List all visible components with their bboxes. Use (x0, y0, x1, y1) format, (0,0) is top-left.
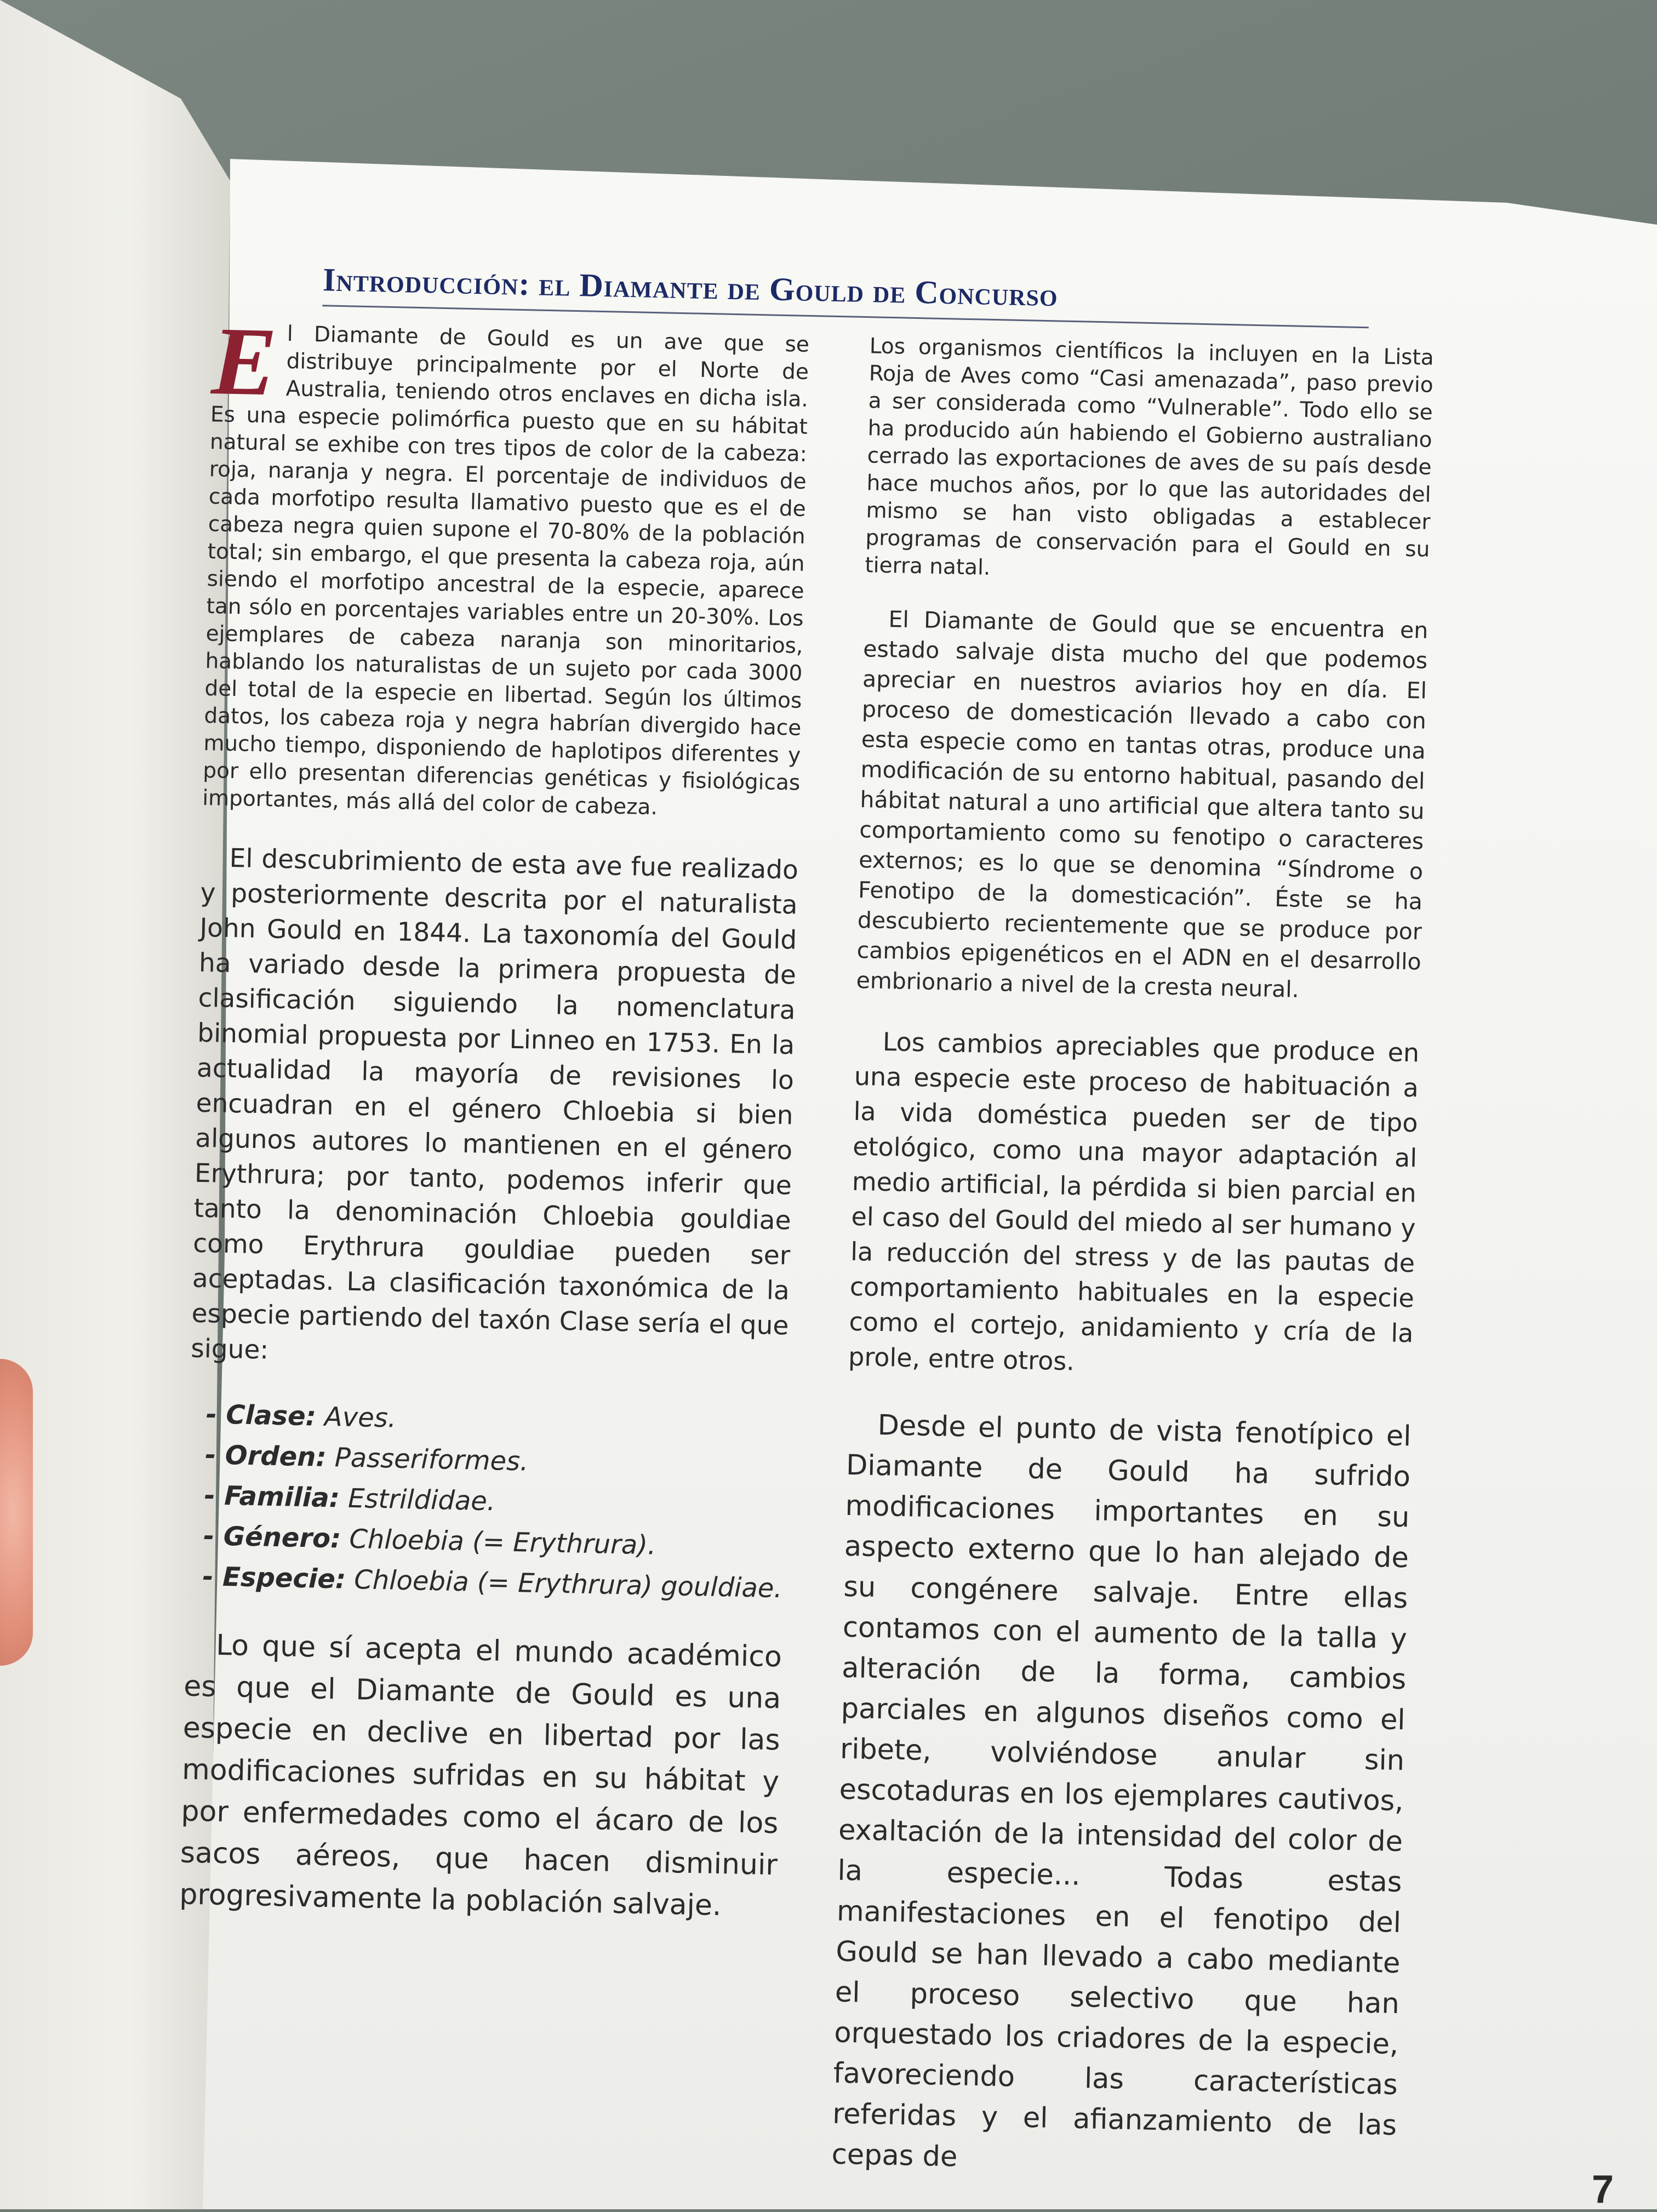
taxonomy-rank: - Especie: (202, 1561, 346, 1596)
paragraph (202, 306, 810, 825)
taxonomy-value: Chloebia (= Erythrura) gouldiae. (345, 1564, 783, 1604)
left-column (179, 306, 810, 1928)
drop-cap: E (210, 306, 278, 416)
paragraph: Los organismos científicos la incluyen en la Lista Roja de Aves como “Casi amenazada”, paso previo a ser considerada como “Vulnerable”. Todo ello se ha producido aún habiendo el Gobierno australiano cerrado las exportaciones de aves de su país desde hace muchos años, por lo que las autoridades del mismo se han visto obligadas a establecer programas de conservación para el Gould en su tierra natal. (865, 334, 1435, 580)
taxonomy-value: Chloebia (= Erythrura). (340, 1523, 656, 1561)
paragraph: Lo que sí acepta el mundo académico es que el Diamante de Gould es una especie en declive en libertad por las modificaciones sufridas en su hábitat y por enfermedades como el ácaro de los sacos aéreos, que hacen disminuir progresivamente la población salvaje. (179, 1629, 782, 1923)
article-title: Introducción: el Diamante de Gould de Concurso (322, 261, 1059, 313)
page-content (121, 258, 1435, 2174)
taxonomy-value: Estrildidae. (339, 1483, 496, 1517)
taxonomy-value: Aves. (316, 1401, 397, 1434)
paragraph: El descubrimiento de esta ave fue realizado y posteriormente descrita por el naturalista John Gould en 1844. La taxonomía del Gould ha variado desde la primera propuesta de clasificación siguiendo la nomenclatura binomial propuesta por Linneo en 1753. En la actualidad la mayoría de revisiones lo encuadran en el género Chloebia si bien algunos autores lo mantienen en el género Erythrura; por tanto, podemos inferir que tanto la denominación Chloebia gouldiae como Erythrura gouldiae pueden ser aceptadas. La clasificación taxonómica de la especie partiendo del taxón Clase sería el que sigue: (190, 843, 799, 1365)
paragraph-text: l Diamante de Gould es un ave que se distribuye principalmente por el Norte de Australia, teniendo otros enclaves en dicha isla. Es una especie polimórfica puesto que en su hábitat natural se exhibe con tres tipos de color de la cabeza: roja, naranja y negra. El porcentaje de individuos de cada morfotipo resulta llamativo puesto que es el de cabeza negra quien supone el 70-80% de la población total; sin embargo, el que presenta la cabeza roja, aún siendo el morfotipo ancestral de la especie, aparece tan sólo en porcentajes variables entre un 20-30%. Los ejemplares de cabeza naranja son minoritarios, hablando los naturalistas de un sujeto por cada 3000 del total de la especie en libertad. Según los últimos datos, los cabeza roja y negra habrían divergido hace mucho tiempo, disponiendo de haplotipos diferentes y por ello presentan diferencias genéticas y fisiológicas importantes, más allá del color de cabeza. (202, 321, 810, 820)
taxonomy-rank: - Orden: (204, 1439, 327, 1473)
taxonomy-value: Passeriformes. (325, 1442, 529, 1478)
taxonomy-rank: - Género: (203, 1521, 341, 1554)
right-column (831, 333, 1434, 2187)
taxonomy-rank: - Familia: (204, 1480, 340, 1514)
finger (0, 1359, 33, 1666)
page-number: 7 (1592, 2168, 1614, 2211)
taxonomy-list (186, 1395, 787, 1608)
paragraph: El Diamante de Gould que se encuentra en estado salvaje dista mucho del que podemos apreciar en nuestros aviarios hoy en día. El proceso de domesticación llevado a cabo con esta especie como en tantas otras, produce una modificación de su entorno habitual, pasando del hábitat natural a uno artificial que altera tanto su comportamiento como su fenotipo o caracteres externos; es lo que se denomina “Síndrome o Fenotipo de la domesticación”. Éste se ha descubierto recientemente que se produce por cambios epigenéticos en el ADN en el desarrollo embrionario a nivel de la cresta neural. (856, 606, 1429, 1003)
taxonomy-rank: - Clase: (205, 1399, 317, 1432)
paragraph: Los cambios apreciables que produce en una especie este proceso de habituación a la vida doméstica pueden ser de tipo etológico, como una mayor adaptación al medio artificial, la pérdida si bien parcial en el caso del Gould del miedo al ser humano y la reducción del stress y de las pautas de comportamiento habituales en la especie como el cortejo, anidamiento y cría de la prole, entre otros. (848, 1026, 1420, 1376)
paragraph: Desde el punto de vista fenotípico el Diamante de Gould ha sufrido modificaciones importantes en su aspecto externo que lo han alejado de su congénere salvaje. Entre ellas contamos con el aumento de la talla y alteración de la forma, cambios parciales en algunos diseños como el ribete, volviéndose anular sin escotaduras en los ejemplares cautivos, exaltación de la intensidad del color de la especie... Todas estas manifestaciones en el fenotipo del Gould se han llevado a cabo mediante el proceso selectivo que han orquestado los criadores de la especie, favoreciendo las características referidas y el afianzamiento de las cepas de (831, 1409, 1412, 2174)
